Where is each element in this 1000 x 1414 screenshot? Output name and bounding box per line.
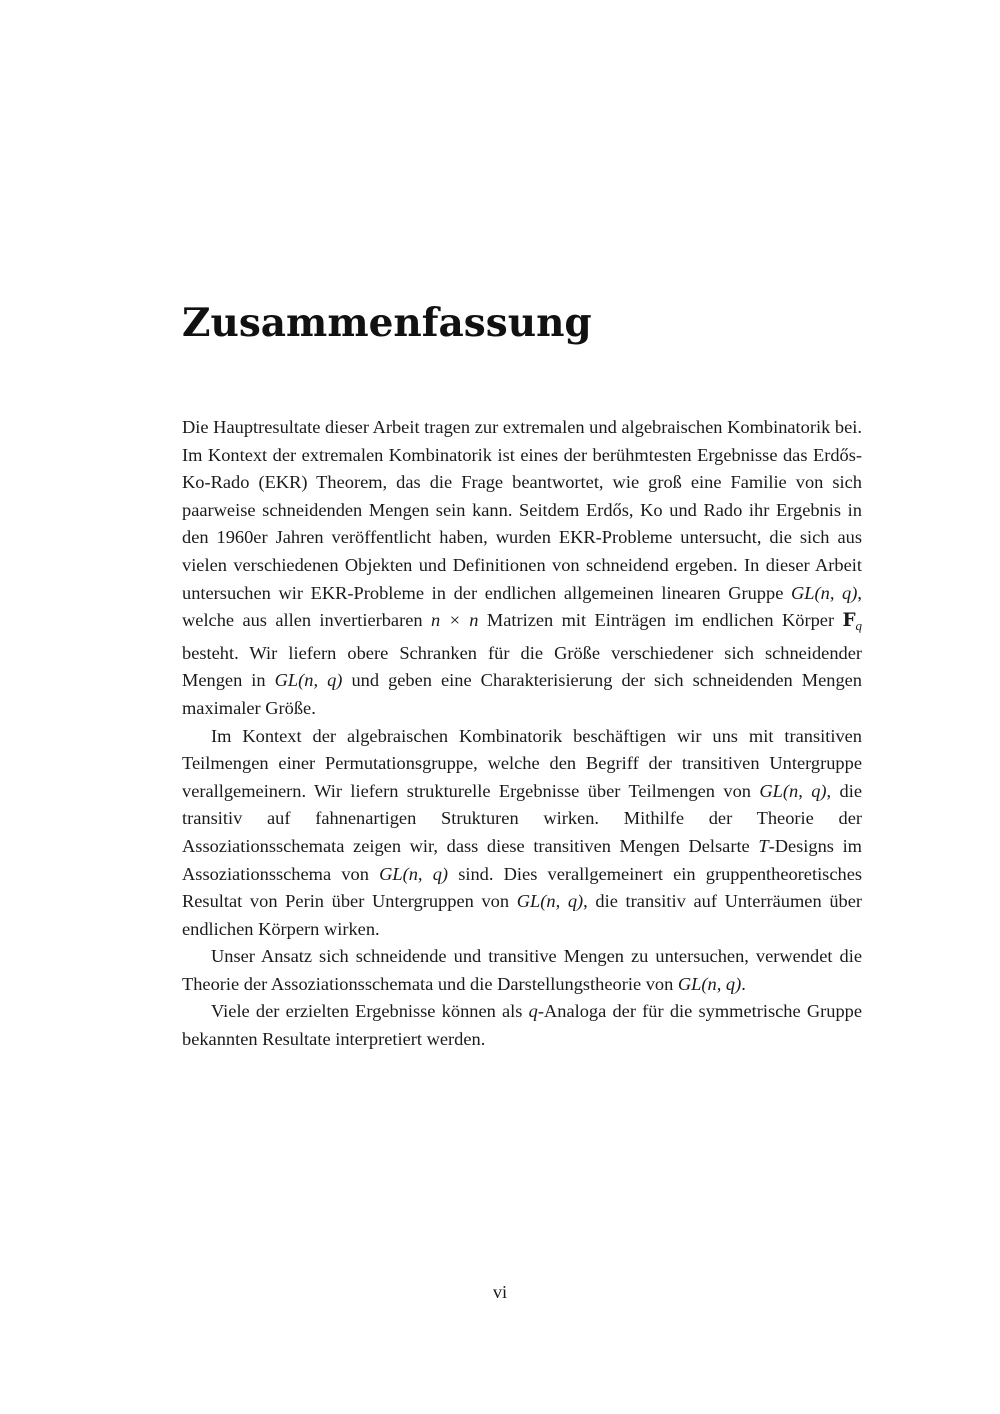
math-gl-nq: GL(n, q)	[677, 973, 742, 994]
abstract-paragraph-4	[182, 998, 862, 1053]
math-gl-nq: GL(n, q)	[379, 863, 449, 884]
text-run: , die transitiv auf fahnenartigen Strukturen wirken. Mithilfe der Theorie der Assoziationsschemata zeigen wir, dass diese transitiven Mengen Delsarte	[182, 780, 862, 856]
text-run: Viele der erzielten Ergebnisse können als	[211, 1001, 529, 1022]
math-t-symbol: T	[758, 835, 769, 856]
math-n-times-n: n × n	[430, 610, 479, 631]
math-gl-nq: GL(n, q)	[516, 891, 584, 912]
text-run: -Designs im Assoziationsschema von	[182, 835, 862, 884]
text-run: und geben eine Charakterisierung der sich schneidenden Mengen maximaler Größe.	[182, 670, 863, 718]
text-run: -Analoga der für die symmetrische Gruppe bekannten Resultate interpretiert werden.	[182, 1001, 862, 1050]
text-run: .	[741, 973, 746, 994]
text-run: , die transitiv auf Unterräumen über endlichen Körpern wirken.	[182, 891, 862, 939]
abstract-paragraph-1	[182, 414, 862, 723]
text-run: Unser Ansatz sich schneidende und transitive Mengen zu untersuchen, verwendet die Theorie der Assoziationsschemata und die Darstellungstheorie von	[182, 946, 862, 994]
chapter-title: Zusammenfassung	[182, 300, 592, 346]
abstract-paragraph-3	[182, 943, 862, 998]
math-gl-nq: GL(n, q)	[759, 780, 827, 801]
text-run: sind. Dies verallgemeinert ein gruppentheoretisches Resultat von Perin über Untergruppen von	[182, 863, 863, 912]
abstract-body	[182, 414, 862, 1054]
text-run: besteht. Wir liefern obere Schranken für die Größe verschiedener sich schneidender Mengen in	[182, 642, 862, 691]
abstract-paragraph-2	[182, 723, 862, 944]
text-run: Im Kontext der algebraischen Kombinatorik beschäftigen wir uns mit transitiven Teilmengen einer Permutationsgruppe, welche den Begriff der transitiven Untergruppe verallgemeinern. Wir liefern strukturelle Ergebnisse über Teilmengen von	[182, 725, 862, 801]
math-field-symbol: F	[842, 610, 856, 632]
text-run: , welche aus allen invertierbaren	[182, 582, 862, 631]
text-run: Die Hauptresultate dieser Arbeit tragen zur extremalen und algebraischen Kombinatorik bei. Im Kontext der extremalen Kombinatorik ist eines der berühmtesten Ergebnisse das Erdős-Ko-Rado (EKR) Theorem, das die Frage beantwortet, wie groß eine Familie von sich paarweise schneidenden Mengen sein kann. Seitdem Erdős, Ko und Rado ihr Ergebnis in den 1960er Jahren veröffentlicht haben, wurden EKR-Probleme untersucht, die sich aus vielen verschiedenen Objekten und Definitionen von schneidend ergeben. In dieser Arbeit untersuchen wir EKR-Probleme in der endlichen allgemeinen linearen Gruppe	[182, 417, 862, 603]
math-gl-nq: GL(n, q)	[274, 670, 343, 691]
math-field-subscript: q	[855, 618, 862, 634]
math-gl-nq: GL(n, q)	[791, 582, 858, 603]
text-run: Matrizen mit Einträgen im endlichen Körper	[478, 610, 843, 631]
page-number: vi	[492, 1282, 508, 1302]
math-q-symbol: q	[528, 1001, 538, 1022]
